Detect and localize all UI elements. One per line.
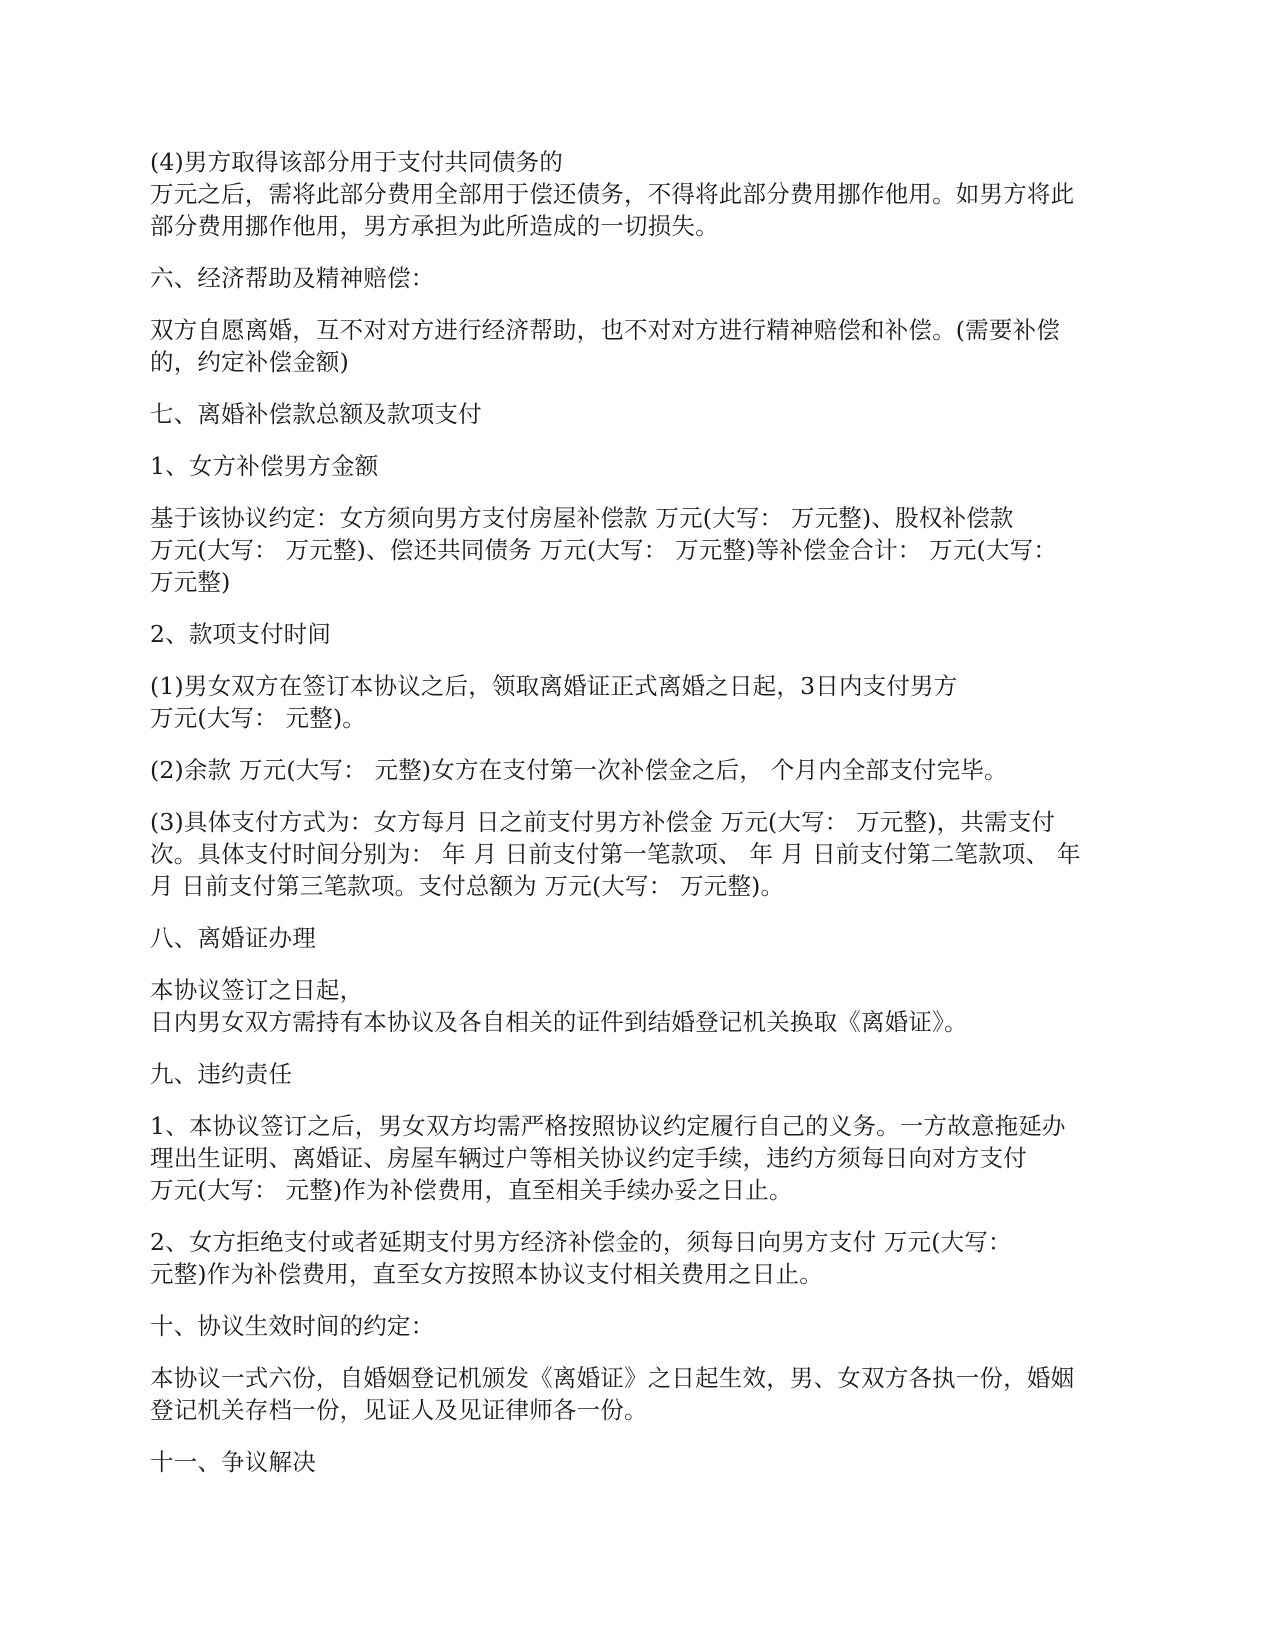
text-line: 2、款项支付时间 [150,620,332,648]
paragraph [150,670,1140,734]
paragraph [150,806,1140,902]
text-line: (3)具体支付方式为：女方每月 日之前支付男方补偿金 万元(大写： 万元整)，共需支付 [150,808,1056,836]
text-line: 元整)作为补偿费用，直至女方按照本协议支付相关费用之日止。 [150,1260,823,1288]
text-line: (1)男女双方在签订本协议之后，领取离婚证正式离婚之日起，3日内支付男方 [150,672,958,700]
text-line: (2)余款 万元(大写： 元整)女方在支付第一次补偿金之后， 个月内全部支付完毕。 [150,756,1008,784]
text-line: 九、违约责任 [150,1060,293,1088]
text-line: 月 日前支付第三笔款项。支付总额为 万元(大写： 万元整)。 [150,872,785,900]
text-line: 的，约定补偿金额) [150,348,349,376]
text-line: 万元(大写： 万元整)、偿还共同债务 万元(大写： 万元整)等补偿金合计： 万元(大写： [150,536,1058,564]
text-line: 万元(大写： 元整)作为补偿费用，直至相关手续办妥之日止。 [150,1176,793,1204]
text-line: 本协议签订之日起， [150,976,364,1004]
text-line: 六、经济帮助及精神赔偿： [150,264,435,292]
section-heading [150,262,1140,294]
text-line: 万元之后，需将此部分费用全部用于偿还债务，不得将此部分费用挪作他用。如男方将此 [150,180,1075,208]
text-line: 双方自愿离婚，互不对对方进行经济帮助，也不对对方进行精神赔偿和补偿。(需要补偿 [150,316,1060,344]
section-heading [150,398,1140,430]
text-line: 基于该协议约定：女方须向男方支付房屋补偿款 万元(大写： 万元整)、股权补偿款 [150,504,1014,532]
paragraph [150,1362,1140,1426]
text-line: (4)男方取得该部分用于支付共同债务的 [150,148,564,176]
paragraph [150,1226,1140,1290]
paragraph [150,314,1140,378]
paragraph [150,1110,1140,1206]
section-heading [150,1058,1140,1090]
section-heading [150,1310,1140,1342]
document-page [150,146,1140,1498]
text-line: 1、本协议签订之后，男女双方均需严格按照协议约定履行自己的义务。一方故意拖延办 [150,1112,1066,1140]
text-line: 日内男女双方需持有本协议及各自相关的证件到结婚登记机关换取《离婚证》。 [150,1008,968,1036]
text-line: 七、离婚补偿款总额及款项支付 [150,400,482,428]
text-line: 万元整) [150,568,231,596]
paragraph [150,502,1140,598]
text-line: 本协议一式六份，自婚姻登记机颁发《离婚证》之日起生效，男、女双方各执一份，婚姻 [150,1364,1075,1392]
subsection-heading [150,618,1140,650]
text-line: 次。具体支付时间分别为： 年 月 日前支付第一笔款项、 年 月 日前支付第二笔款项、 年 [150,840,1081,868]
text-line: 十一、争议解决 [150,1448,316,1476]
text-line: 八、离婚证办理 [150,924,316,952]
text-line: 万元(大写： 元整)。 [150,704,367,732]
text-line: 部分费用挪作他用，男方承担为此所造成的一切损失。 [150,212,719,240]
section-heading [150,1446,1140,1478]
paragraph [150,146,1140,242]
paragraph [150,754,1140,786]
text-line: 2、女方拒绝支付或者延期支付男方经济补偿金的，须每日向男方支付 万元(大写： [150,1228,1012,1256]
text-line: 1、女方补偿男方金额 [150,452,379,480]
subsection-heading [150,450,1140,482]
section-heading [150,922,1140,954]
text-line: 理出生证明、离婚证、房屋车辆过户等相关协议约定手续，违约方须每日向对方支付 [150,1144,1027,1172]
text-line: 登记机关存档一份，见证人及见证律师各一份。 [150,1396,648,1424]
text-line: 十、协议生效时间的约定： [150,1312,435,1340]
paragraph [150,974,1140,1038]
